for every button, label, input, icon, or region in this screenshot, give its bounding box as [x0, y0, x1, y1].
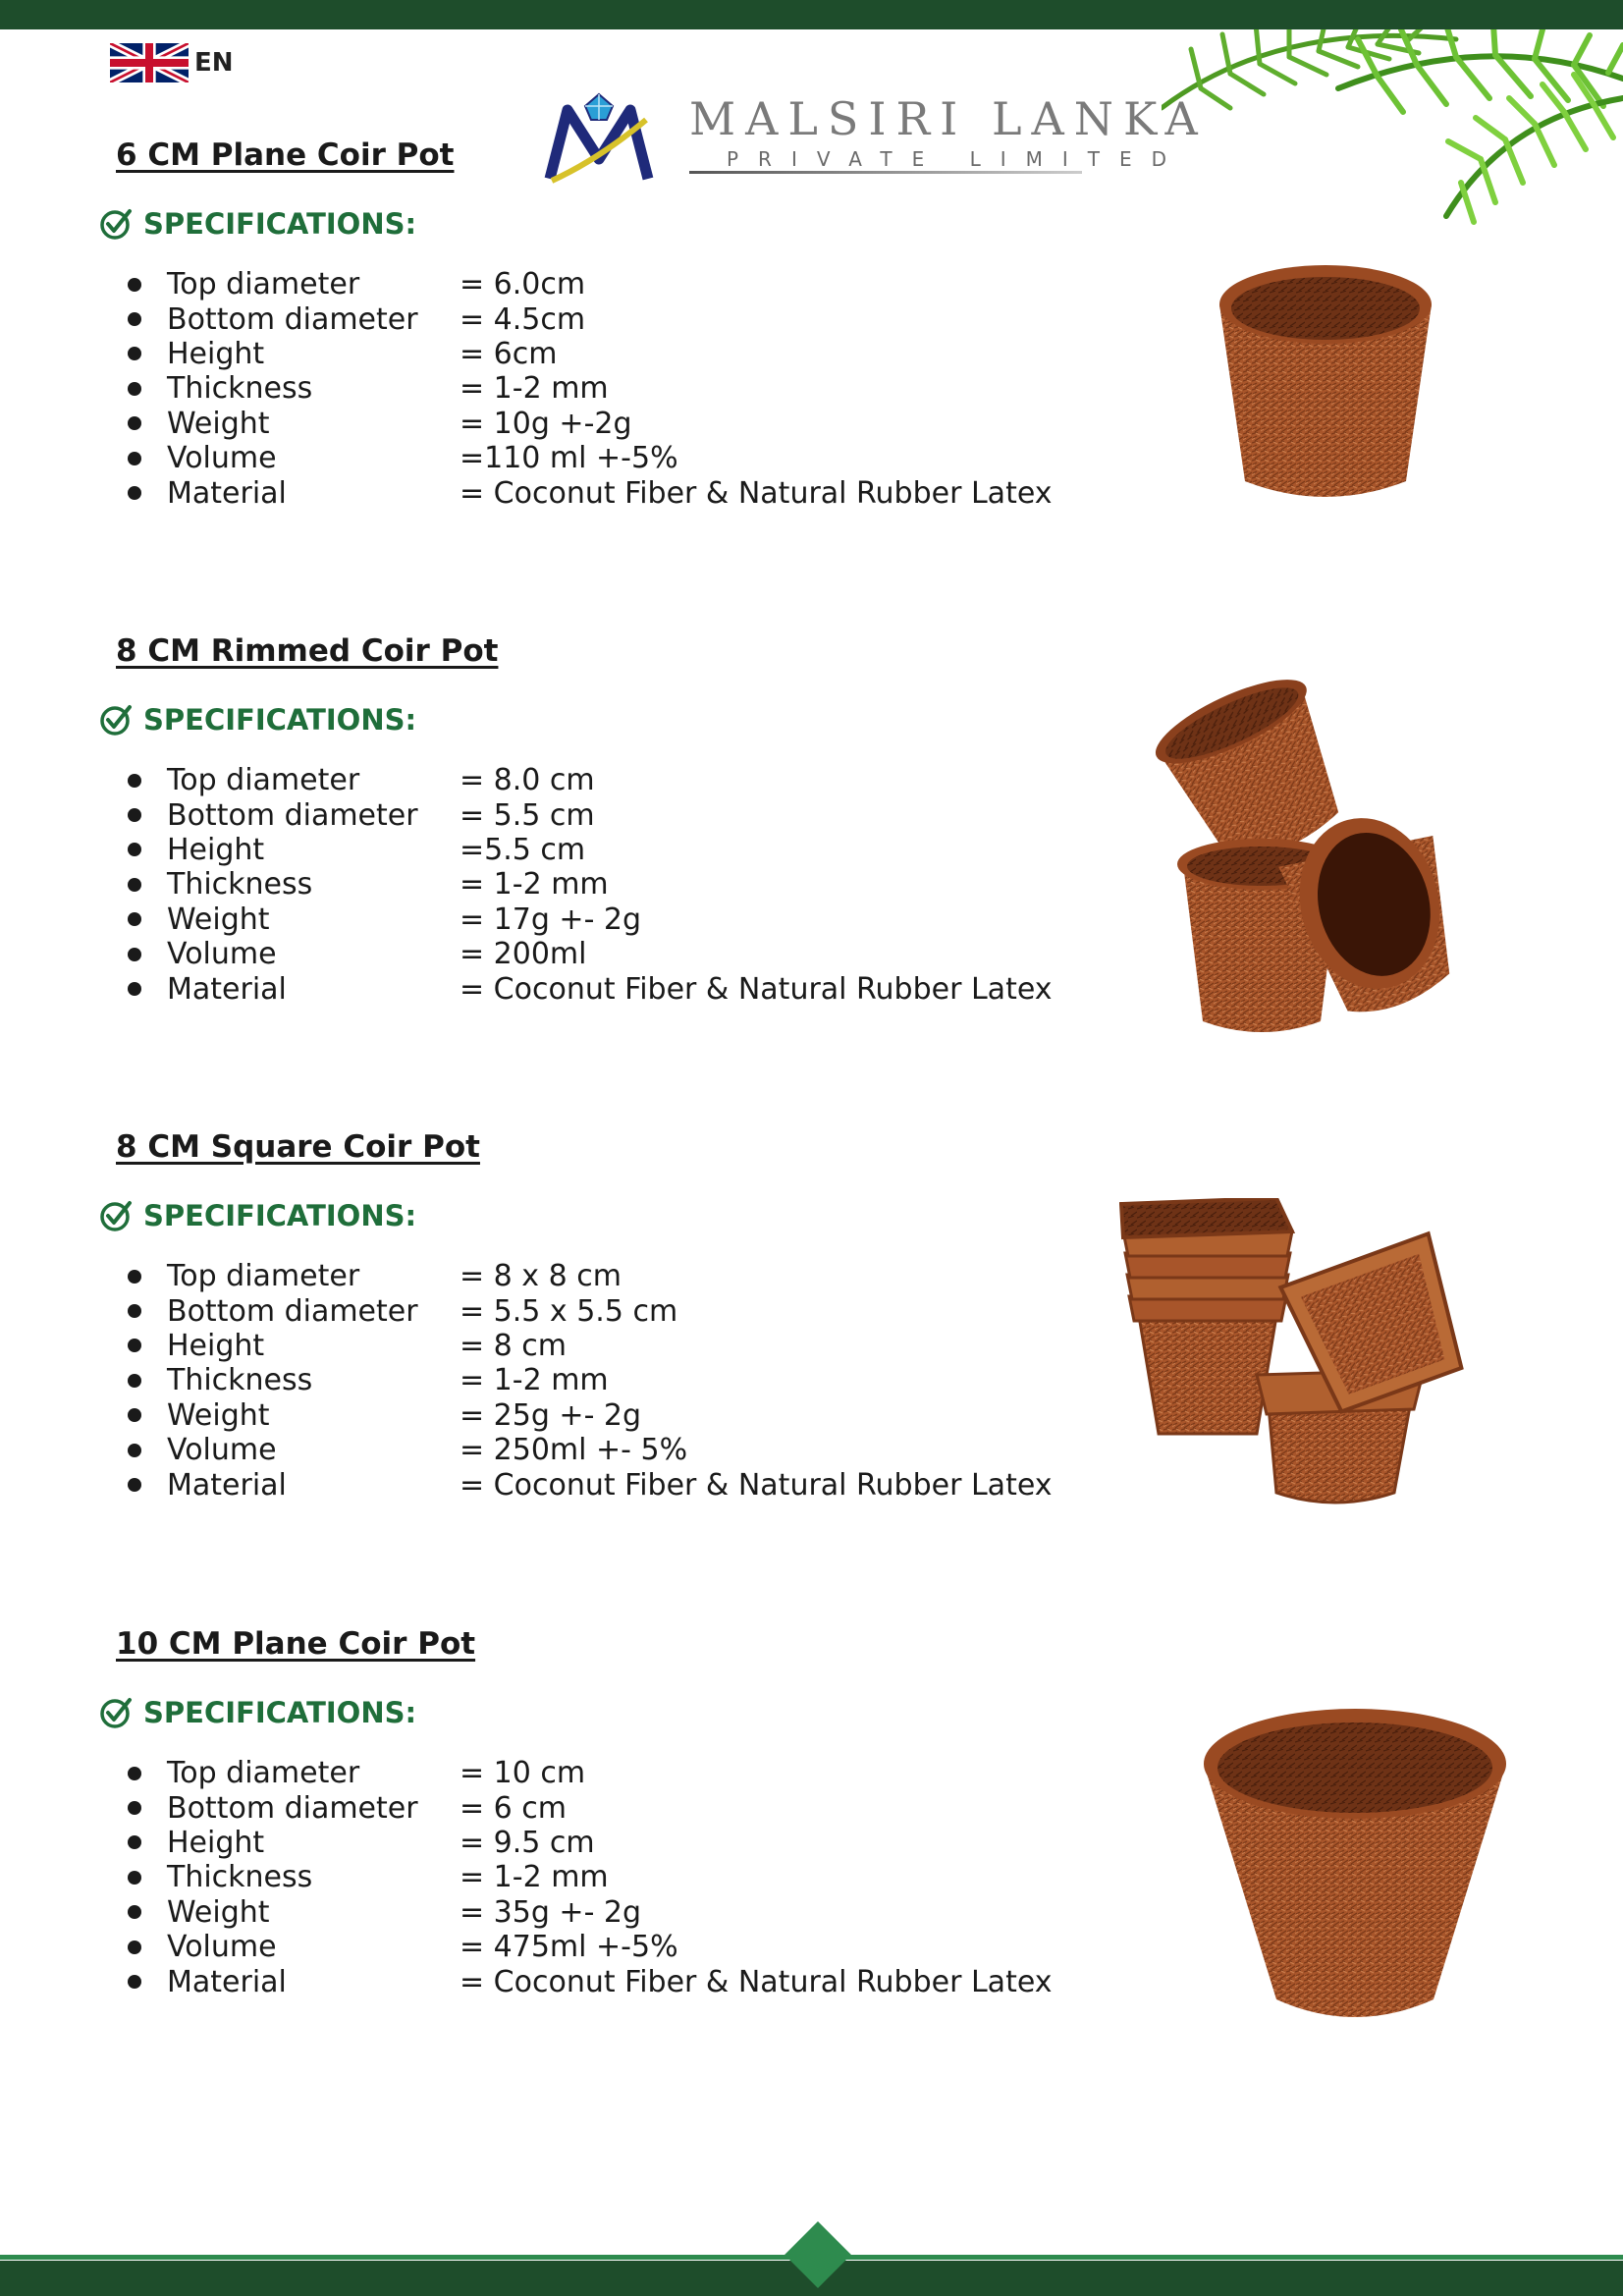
- spec-value: = 9.5 cm: [460, 1825, 595, 1860]
- bullet: [128, 1408, 141, 1422]
- bullet: [128, 452, 141, 465]
- spec-list: [128, 1259, 1053, 1503]
- spec-label: Top diameter: [167, 267, 360, 302]
- spec-label: Top diameter: [167, 763, 360, 798]
- spec-row: [128, 1790, 1053, 1825]
- check-circle-icon: [98, 1695, 134, 1730]
- spec-row: [128, 1467, 1053, 1502]
- spec-label: Weight: [167, 1397, 270, 1433]
- bullet: [128, 347, 141, 360]
- bullet: [128, 982, 141, 996]
- spec-row: [128, 1826, 1053, 1860]
- spec-value: = 5.5 cm: [460, 797, 595, 833]
- bullet: [128, 1478, 141, 1492]
- product-title: 8 CM Square Coir Pot: [116, 1129, 480, 1165]
- spec-label: Material: [167, 1964, 287, 1999]
- bullet: [128, 1905, 141, 1919]
- spec-label: Volume: [167, 441, 277, 476]
- spec-label: Volume: [167, 937, 277, 972]
- spec-value: = Coconut Fiber & Natural Rubber Latex: [460, 475, 1053, 511]
- bullet: [128, 1270, 141, 1284]
- bullet: [128, 774, 141, 788]
- brand-subtitle: PRIVATE LIMITED: [727, 147, 1187, 171]
- spec-label: Volume: [167, 1930, 277, 1965]
- spec-row: [128, 371, 1053, 406]
- specifications-heading: [98, 702, 416, 738]
- spec-value: = 17g +- 2g: [460, 902, 642, 937]
- spec-value: = 10g +-2g: [460, 406, 632, 441]
- bullet: [128, 1339, 141, 1352]
- spec-value: = 10 cm: [460, 1756, 586, 1791]
- spec-list: [128, 763, 1053, 1007]
- spec-label: Top diameter: [167, 1756, 360, 1791]
- spec-row: [128, 1363, 1053, 1397]
- spec-value: =5.5 cm: [460, 832, 586, 867]
- top-bar: [0, 0, 1623, 29]
- spec-row: [128, 1964, 1053, 1998]
- spec-value: = 25g +- 2g: [460, 1397, 642, 1433]
- coir-pot-8cm-square-image: [1119, 1198, 1473, 1522]
- bullet: [128, 808, 141, 822]
- spec-value: = 35g +- 2g: [460, 1894, 642, 1930]
- spec-row: [128, 1756, 1053, 1790]
- spec-value: = 6 cm: [460, 1790, 568, 1826]
- spec-value: = 1-2 mm: [460, 1363, 609, 1398]
- spec-label: Thickness: [167, 1860, 313, 1895]
- spec-row: [128, 971, 1053, 1006]
- spec-list: [128, 267, 1053, 511]
- spec-row: [128, 301, 1053, 336]
- bullet: [128, 312, 141, 326]
- bullet: [128, 1835, 141, 1849]
- spec-value: = Coconut Fiber & Natural Rubber Latex: [460, 971, 1053, 1007]
- spec-row: [128, 1930, 1053, 1964]
- bullet: [128, 1767, 141, 1780]
- spec-row: [128, 937, 1053, 971]
- spec-value: = 200ml: [460, 937, 587, 972]
- specifications-label: SPECIFICATIONS:: [143, 1696, 417, 1729]
- spec-row: [128, 1433, 1053, 1467]
- spec-row: [128, 1293, 1053, 1328]
- spec-row: [128, 902, 1053, 937]
- spec-value: = Coconut Fiber & Natural Rubber Latex: [460, 1467, 1053, 1503]
- spec-value: = 5.5 x 5.5 cm: [460, 1293, 678, 1329]
- spec-label: Material: [167, 1467, 287, 1503]
- spec-label: Height: [167, 832, 265, 867]
- spec-label: Bottom diameter: [167, 797, 418, 833]
- spec-row: [128, 337, 1053, 371]
- spec-row: [128, 441, 1053, 475]
- bullet: [128, 1304, 141, 1318]
- spec-label: Height: [167, 336, 265, 371]
- bullet: [128, 278, 141, 292]
- spec-label: Bottom diameter: [167, 1293, 418, 1329]
- spec-value: = 1-2 mm: [460, 867, 609, 902]
- bullet: [128, 1975, 141, 1989]
- product-section-8cm-rimmed: [0, 633, 1623, 1046]
- spec-row: [128, 1860, 1053, 1894]
- brand-name: MALSIRI LANKA: [689, 92, 1208, 145]
- spec-value: = 6cm: [460, 336, 558, 371]
- language-label: EN: [194, 48, 234, 78]
- spec-row: [128, 267, 1053, 301]
- spec-row: [128, 1259, 1053, 1293]
- bullet: [128, 1444, 141, 1457]
- spec-label: Material: [167, 475, 287, 511]
- bullet: [128, 416, 141, 430]
- spec-value: = Coconut Fiber & Natural Rubber Latex: [460, 1964, 1053, 1999]
- check-circle-icon: [98, 1198, 134, 1233]
- specifications-heading: [98, 206, 416, 242]
- bullet: [128, 1801, 141, 1815]
- specifications-label: SPECIFICATIONS:: [143, 207, 417, 241]
- spec-label: Volume: [167, 1433, 277, 1468]
- spec-row: [128, 1398, 1053, 1433]
- bullet: [128, 843, 141, 856]
- spec-label: Thickness: [167, 867, 313, 902]
- spec-value: = 8 cm: [460, 1328, 568, 1363]
- spec-row: [128, 797, 1053, 832]
- spec-label: Bottom diameter: [167, 301, 418, 337]
- check-circle-icon: [98, 702, 134, 738]
- spec-row: [128, 407, 1053, 441]
- spec-value: = 4.5cm: [460, 301, 586, 337]
- spec-label: Top diameter: [167, 1259, 360, 1294]
- spec-value: =110 ml +-5%: [460, 441, 678, 476]
- specifications-heading: [98, 1198, 416, 1233]
- product-section-8cm-square: [0, 1129, 1623, 1542]
- coir-pot-6cm-image: [1208, 255, 1443, 511]
- spec-row: [128, 833, 1053, 867]
- spec-value: = 8 x 8 cm: [460, 1259, 622, 1294]
- spec-value: = 475ml +-5%: [460, 1930, 678, 1965]
- bullet: [128, 382, 141, 396]
- bullet: [128, 1941, 141, 1954]
- spec-value: = 1-2 mm: [460, 371, 609, 407]
- spec-label: Thickness: [167, 1363, 313, 1398]
- spec-row: [128, 763, 1053, 797]
- spec-label: Weight: [167, 1894, 270, 1930]
- product-section-10cm-plane: [0, 1626, 1623, 2039]
- specifications-label: SPECIFICATIONS:: [143, 703, 417, 737]
- spec-value: = 1-2 mm: [460, 1860, 609, 1895]
- uk-flag-icon: [110, 43, 189, 82]
- language-selector[interactable]: [110, 43, 234, 82]
- coir-pot-8cm-rimmed-image: [1134, 678, 1468, 1041]
- specifications-heading: [98, 1695, 416, 1730]
- spec-label: Height: [167, 1328, 265, 1363]
- spec-list: [128, 1756, 1053, 1999]
- bullet: [128, 1374, 141, 1388]
- bullet: [128, 948, 141, 961]
- specifications-label: SPECIFICATIONS:: [143, 1199, 417, 1232]
- bullet: [128, 486, 141, 500]
- product-title: 6 CM Plane Coir Pot: [116, 137, 455, 173]
- bullet: [128, 878, 141, 892]
- spec-value: = 6.0cm: [460, 267, 586, 302]
- check-circle-icon: [98, 206, 134, 242]
- spec-value: = 250ml +- 5%: [460, 1433, 688, 1468]
- bullet: [128, 912, 141, 926]
- spec-row: [128, 475, 1053, 510]
- spec-label: Bottom diameter: [167, 1790, 418, 1826]
- spec-row: [128, 867, 1053, 902]
- coir-pot-10cm-image: [1198, 1705, 1512, 2029]
- spec-label: Weight: [167, 902, 270, 937]
- spec-value: = 8.0 cm: [460, 763, 595, 798]
- product-title: 8 CM Rimmed Coir Pot: [116, 633, 499, 669]
- spec-label: Thickness: [167, 371, 313, 407]
- spec-row: [128, 1329, 1053, 1363]
- spec-label: Weight: [167, 406, 270, 441]
- product-title: 10 CM Plane Coir Pot: [116, 1626, 476, 1662]
- spec-row: [128, 1895, 1053, 1930]
- spec-label: Material: [167, 971, 287, 1007]
- bullet: [128, 1871, 141, 1885]
- product-section-6cm-plane: [0, 137, 1623, 550]
- spec-label: Height: [167, 1825, 265, 1860]
